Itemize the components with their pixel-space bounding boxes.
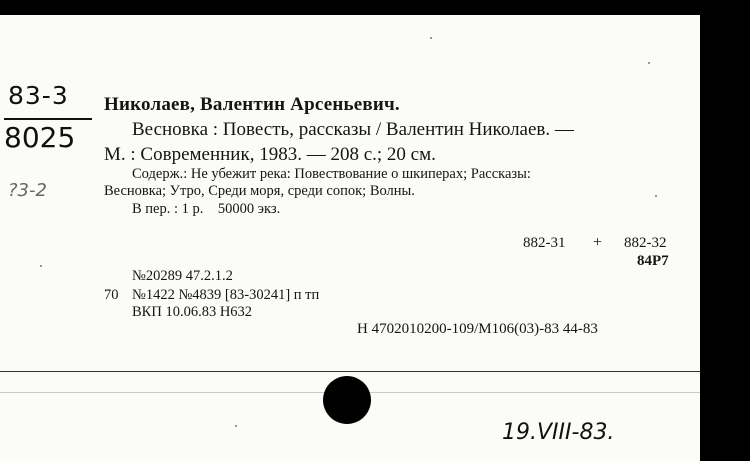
price-line: В пер. : 1 р. 50000 экз. bbox=[132, 201, 281, 217]
classification-left: 882-31 bbox=[523, 235, 566, 251]
pencil-note: ?3-2 bbox=[8, 180, 47, 201]
author-heading: Николаев, Валентин Арсеньевич. bbox=[104, 94, 400, 115]
classification-code: 84Р7 bbox=[637, 253, 669, 269]
tracking-prefix: 70 bbox=[104, 287, 119, 303]
tracking-line: №1422 №4839 [83-30241] п тп bbox=[132, 287, 320, 303]
catalog-card bbox=[0, 15, 700, 461]
shelfmark-top: 83-3 bbox=[8, 81, 69, 110]
punch-hole bbox=[323, 376, 371, 424]
shelfmark-divider bbox=[4, 118, 92, 120]
isbn-line: Н 4702010200-109/М106(03)-83 44-83 bbox=[357, 321, 598, 337]
contents-line-2: Весновка; Утро, Среди моря, среди сопок; Волны. bbox=[104, 183, 415, 199]
title-line-2: М. : Современник, 1983. — 208 с.; 20 см. bbox=[104, 144, 436, 165]
handwritten-date: 19.VIII-83. bbox=[502, 420, 615, 445]
speck bbox=[235, 425, 237, 427]
speck bbox=[655, 195, 657, 197]
title-line-1: Весновка : Повесть, рассказы / Валентин Николаев. — bbox=[132, 119, 574, 140]
contents-line-1: Содерж.: Не убежит река: Повествование о шкиперах; Рассказы: bbox=[132, 166, 531, 182]
speck bbox=[648, 62, 650, 64]
record-number: №20289 47.2.1.2 bbox=[132, 268, 233, 284]
classification-right: 882-32 bbox=[624, 235, 667, 251]
speck bbox=[430, 37, 432, 39]
classification-plus: + bbox=[593, 234, 603, 251]
bottom-rule bbox=[0, 371, 700, 372]
vkp-line: ВКП 10.06.83 Н632 bbox=[132, 304, 253, 320]
speck bbox=[40, 265, 42, 267]
shelfmark-bottom: 8025 bbox=[4, 121, 76, 154]
